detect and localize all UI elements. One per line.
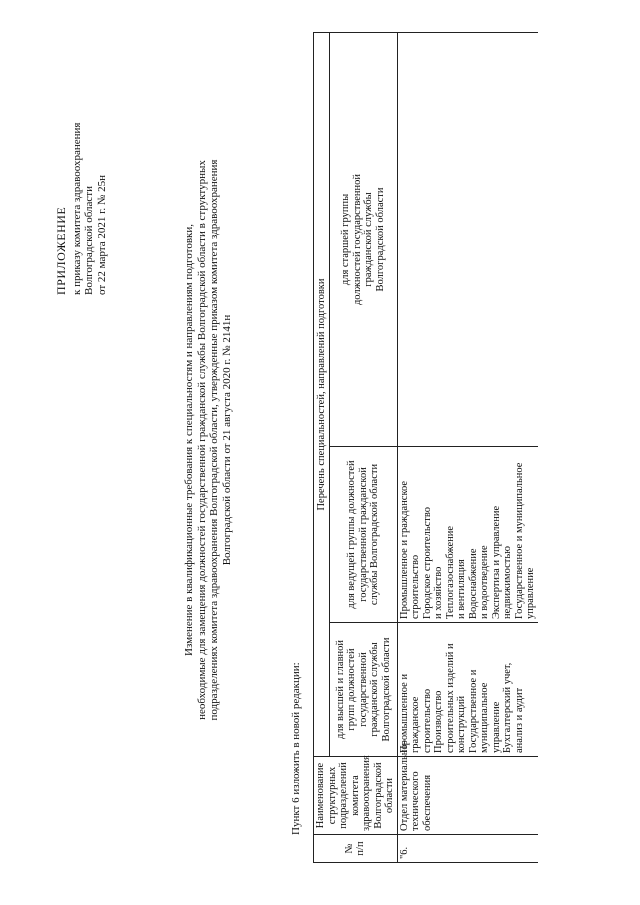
intro-text: Пункт 6 изложить в новой редакции: (290, 662, 302, 835)
title-line: необходимые для замещения должностей государственной гражданской службы Волгоградской области в структурных (195, 160, 208, 720)
table-row (397, 33, 538, 863)
header-leading-group: для ведущей группы должностей государственной гражданской службы Волгоградской области (330, 447, 397, 623)
document-title (183, 75, 233, 805)
row-highest-specialties: Промышленное и гражданское строительство Производство строительных изделий и конструкций Государственное и муниципальное управление Бухгалтерский учет, анализ и аудит (397, 623, 538, 757)
title-line: Изменение в квалификационные требования к специальностям и направлениям подготовки, (183, 224, 195, 656)
appendix-heading: ПРИЛОЖЕНИЕ (54, 206, 68, 295)
appendix-line: Волгоградской области (83, 186, 95, 295)
appendix-block (55, 35, 108, 295)
header-highest-group: для высшей и главной групп должностей государственной гражданской службы Волгоградской области (330, 623, 397, 757)
row-senior-specialties (397, 33, 538, 447)
title-line: Волгоградской области от 21 августа 2020 г. № 2141н (220, 314, 233, 566)
title-line: подразделениях комитета здравоохранения Волгоградской области, утвержденные приказом комитета здравоохранения (208, 159, 220, 721)
header-unit-name: Наименование структурных подразделений комитета здравоохранения Волгоградской области (314, 757, 398, 835)
row-leading-specialties: Промышленное и гражданское строительство Городское строительство и хозяйство Теплогазоснабжение и вентиляция Водоснабжение и водоотведение Экспертиза и управление недвижимостью Государственное и муниципальное управление (397, 447, 538, 623)
appendix-line: от 22 марта 2021 г. № 25н (95, 174, 108, 295)
requirements-table (313, 32, 538, 863)
appendix-line: к приказу комитета здравоохранения (70, 122, 83, 295)
header-specialties-group: Перечень специальностей, направлений подготовки (314, 33, 330, 757)
header-senior-group: для старшей группы должностей государственной гражданской службы Волгоградской области (330, 33, 397, 447)
row-unit-name: Отдел материально- технического обеспечения (397, 757, 538, 835)
row-number: "6. (397, 835, 538, 863)
header-number: № п/п (314, 835, 398, 863)
